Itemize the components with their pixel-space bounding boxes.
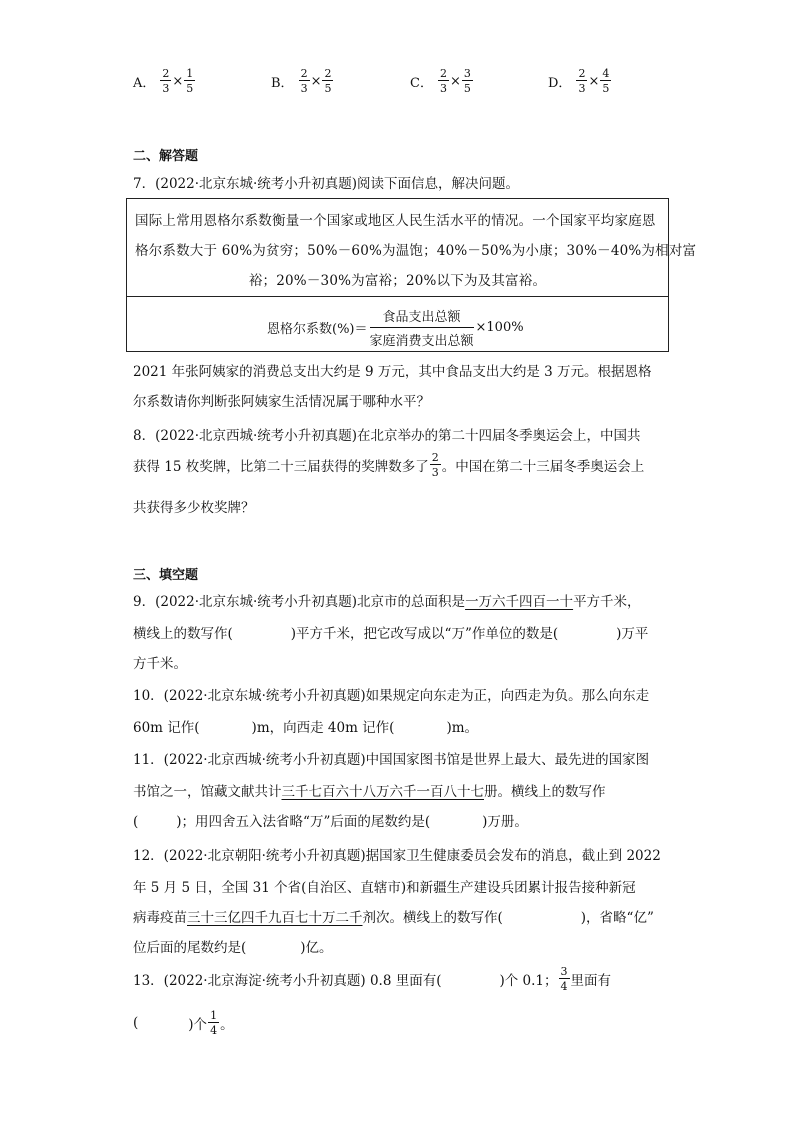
question-13-text: 里面有 <box>570 973 612 989</box>
question-12-text: )，省略“亿” <box>580 910 654 926</box>
fraction: $\frac{2}{3}$ <box>431 451 439 479</box>
question-7-text: 尔系数请你判断张阿姨家生活情况属于哪种水平？ <box>133 394 430 410</box>
fraction: $\frac{1}{4}$ <box>210 1009 218 1037</box>
question-8-text: 共获得多少枚奖牌？ <box>133 500 255 516</box>
question-9-line <box>133 590 663 610</box>
fraction: $\frac{2}{3}$ <box>300 67 308 95</box>
underlined-number: 一万六千四百一十 <box>465 594 574 610</box>
question-9-line <box>133 622 663 642</box>
question-12-text: 病毒疫苗 <box>133 910 187 926</box>
formula-fraction <box>370 306 474 349</box>
question-9-text: 9．(2022·北京东城·统考小升初真题)北京市的总面积是 <box>133 594 466 610</box>
question-12-text: )亿。 <box>300 940 333 956</box>
question-9-text: 方千米。 <box>133 656 187 672</box>
fraction: $\frac{2}{5}$ <box>324 67 332 95</box>
formula-numerator: 食品支出总额 <box>370 306 474 328</box>
question-10-text: 10．(2022·北京东城·统考小升初真题)如果规定向东走为正，向西走为负。那么向东走 <box>133 688 650 704</box>
option-a <box>133 68 196 94</box>
question-11-text: 册。横线上的数写作 <box>484 784 606 800</box>
info-box <box>126 198 697 297</box>
formula-left: 恩格尔系数(%)＝ <box>267 322 368 337</box>
question-13-line <box>133 1010 663 1036</box>
option-letter: B． <box>271 75 294 91</box>
fraction: $\frac{1}{5}$ <box>186 67 194 95</box>
question-9-text: 横线上的数写作( <box>133 626 233 642</box>
underlined-number: 三十三亿四千九百七十万二千 <box>187 910 363 926</box>
option-b <box>271 68 334 94</box>
question-12-text: 年 5 月 5 日，全国 31 个省(自治区、直辖市)和新疆生产建设兵团累计报告接种新冠 <box>133 880 636 896</box>
question-12-text: 12．(2022·北京朝阳·统考小升初真题)据国家卫生健康委员会发布的消息，截止到 2022 <box>133 848 661 864</box>
info-line: 国际上常用恩格尔系数衡量一个国家或地区人民生活水平的情况。一个国家平均家庭恩 <box>135 213 656 229</box>
question-10-text: 60m 记作( <box>133 720 200 736</box>
formula-denominator: 家庭消费支出总额 <box>369 334 474 349</box>
question-7-text: 2021 年张阿姨家的消费总支出大约是 9 万元，其中食品支出大约是 3 万元。根据恩格 <box>133 364 652 380</box>
section-title-fill: 三、填空题 <box>133 568 199 583</box>
question-12-text: 剂次。横线上的数写作( <box>362 910 503 926</box>
question-13-text: ( <box>133 1015 139 1031</box>
question-10-text: )m。 <box>446 720 479 736</box>
question-13-text: 。 <box>220 1017 234 1033</box>
operator: × <box>588 73 600 89</box>
info-line: 格尔系数大于 60%为贫穷；50%－60%为温饱；40%－50%为小康；30%－40%为相对富 <box>135 243 697 259</box>
formula-right: ×100% <box>475 320 524 335</box>
option-letter: D． <box>548 75 572 91</box>
section-title-answer: 二、解答题 <box>133 149 199 164</box>
operator: × <box>310 73 322 89</box>
operator: × <box>172 73 184 89</box>
question-8-text: 。中国在第二十三届冬季奥运会上 <box>441 459 645 475</box>
fraction: $\frac{2}{3}$ <box>439 67 447 95</box>
question-8-line <box>133 452 663 478</box>
question-13-text: )个 <box>188 1017 208 1033</box>
option-letter: A． <box>133 75 156 91</box>
option-d <box>548 68 612 94</box>
question-9-text: 平方千米， <box>573 594 641 610</box>
question-9-text: )万平 <box>616 626 649 642</box>
fraction: $\frac{3}{5}$ <box>463 67 471 95</box>
question-8-text: 8．(2022·北京西城·统考小升初真题)在北京举办的第二十四届冬季奥运会上，中国共 <box>133 428 641 444</box>
question-7-heading: 7．(2022·北京东城·统考小升初真题)阅读下面信息，解决问题。 <box>133 176 520 192</box>
fraction: $\frac{2}{3}$ <box>162 67 170 95</box>
question-11-text: )；用四舍五入法省略“万”后面的尾数约是( <box>176 814 431 830</box>
underlined-number: 三千七百六十八万六千一百八十七 <box>281 784 484 800</box>
question-11-text: 11．(2022·北京西城·统考小升初真题)中国国家图书馆是世界上最大、最先进的国家图 <box>133 752 650 768</box>
question-13-line <box>133 966 663 992</box>
engel-formula <box>267 306 524 349</box>
question-10-line <box>133 716 663 736</box>
formula-box <box>126 297 669 352</box>
question-12-line <box>133 906 663 926</box>
question-11-text: ( <box>133 814 139 830</box>
fraction: $\frac{2}{3}$ <box>578 67 586 95</box>
question-11-line <box>133 810 663 830</box>
info-line: 裕；20%－30%为富裕；20%以下为及其富裕。 <box>248 273 547 289</box>
question-12-line <box>133 936 663 956</box>
fraction: $\frac{4}{5}$ <box>602 67 610 95</box>
option-c <box>410 68 474 94</box>
option-letter: C． <box>410 75 433 91</box>
question-13-text: )个 0.1； <box>499 973 558 989</box>
question-13-text: 13．(2022·北京海淀·统考小升初真题) 0.8 里面有( <box>133 973 442 989</box>
question-10-text: )m，向西走 40m 记作( <box>251 720 395 736</box>
question-11-line <box>133 780 663 800</box>
question-11-text: 书馆之一，馆藏文献共计 <box>133 784 282 800</box>
question-9-text: )平方千米，把它改写成以“万”作单位的数是( <box>290 626 559 642</box>
question-8-text: 获得 15 枚奖牌，比第二十三届获得的奖牌数多了 <box>133 459 429 475</box>
question-11-text: )万册。 <box>482 814 528 830</box>
operator: × <box>449 73 461 89</box>
fraction: $\frac{3}{4}$ <box>560 965 568 993</box>
question-12-text: 位后面的尾数约是( <box>133 940 247 956</box>
